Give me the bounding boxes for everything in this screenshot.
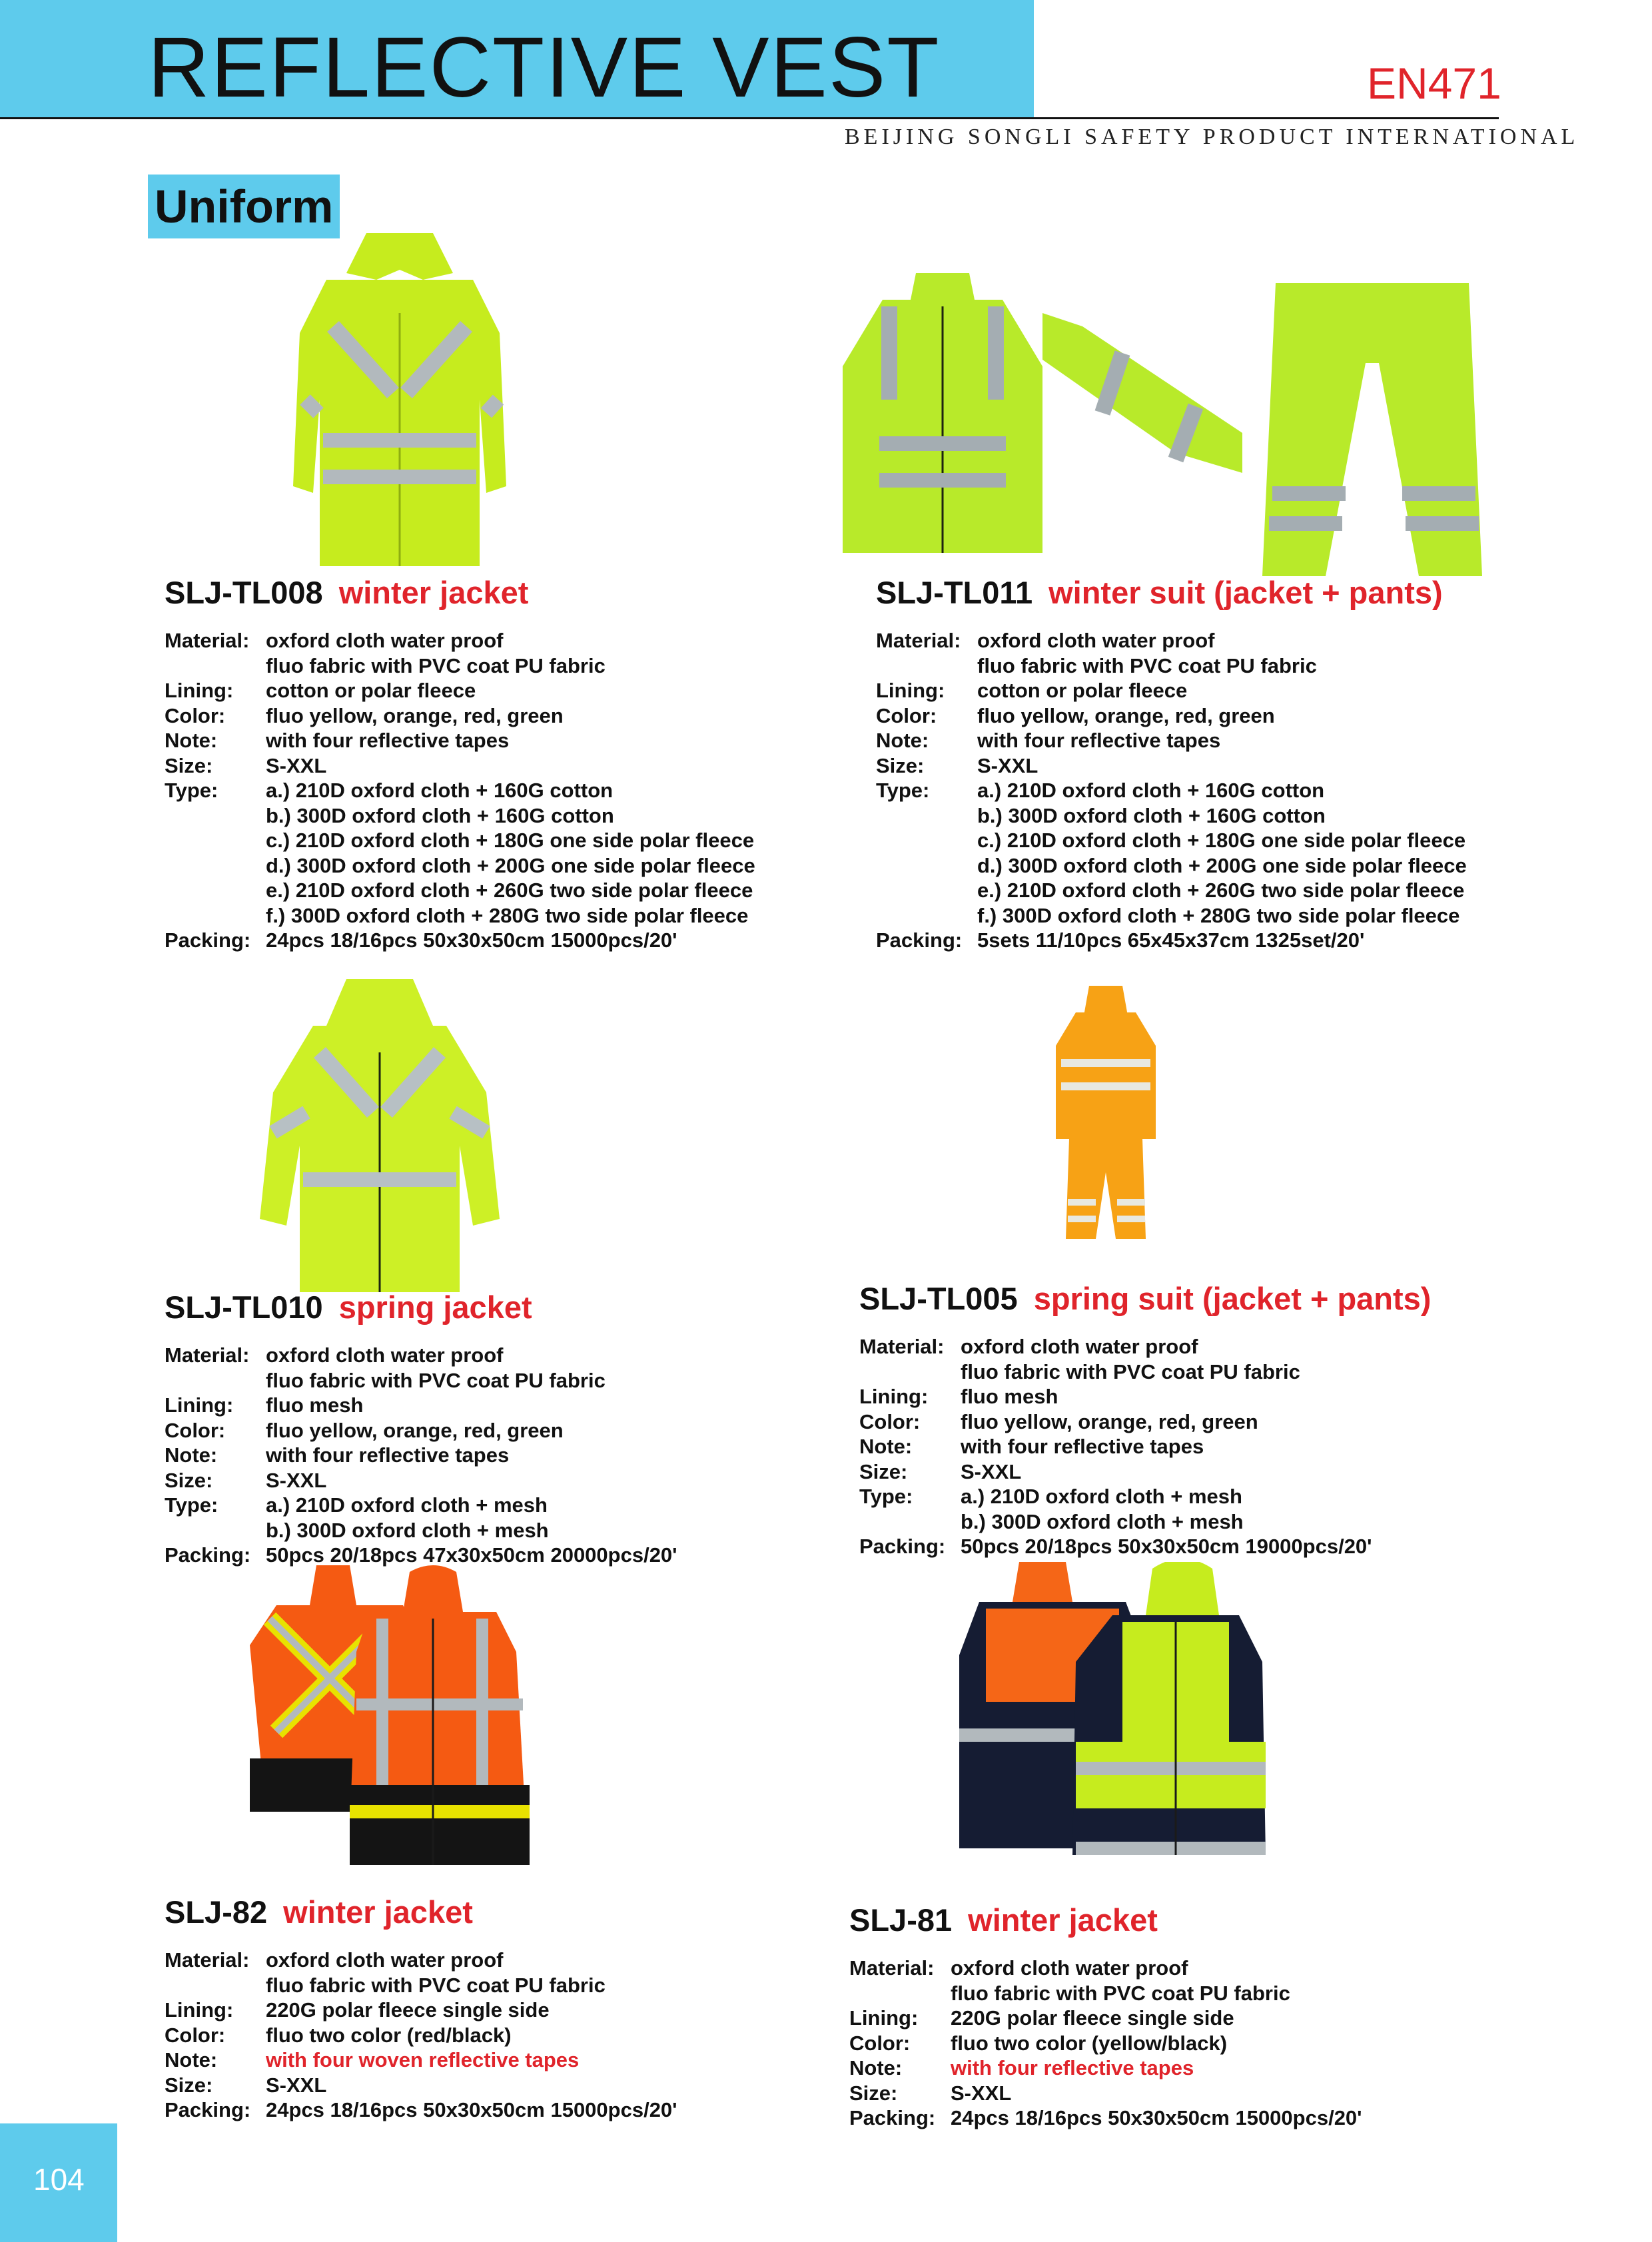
product-title <box>876 574 1467 611</box>
spec-label: Note: <box>165 2048 218 2071</box>
spec-packing: 5sets 11/10pcs 65x45x37cm 1325set/20' <box>977 929 1365 952</box>
spec-type: a.) 210D oxford cloth + mesh <box>961 1485 1242 1508</box>
product-photo-slj-tl005 <box>1056 986 1156 1239</box>
product-name: winter jacket <box>338 575 529 610</box>
spec-material: fluo fabric with PVC coat PU fabric <box>951 1981 1290 2005</box>
product-card <box>165 1289 677 1568</box>
spec-material: oxford cloth water proof <box>951 1956 1188 1980</box>
product-name: winter jacket <box>283 1894 473 1930</box>
spec-lining: 220G polar fleece single side <box>951 2006 1234 2030</box>
spec-type: c.) 210D oxford cloth + 180G one side polar fleece <box>266 829 755 852</box>
product-code: SLJ-81 <box>849 1902 953 1938</box>
spec-label: Size: <box>849 2081 898 2105</box>
product-photo-slj-tl010 <box>260 979 500 1292</box>
spec-label: Material: <box>165 1343 250 1367</box>
header-rule <box>0 117 1499 119</box>
spec-label: Packing: <box>165 929 251 952</box>
spec-size: S-XXL <box>961 1459 1022 1483</box>
spec-type: b.) 300D oxford cloth + 160G cotton <box>977 803 1326 827</box>
spec-packing: 24pcs 18/16pcs 50x30x50cm 15000pcs/20' <box>266 2098 677 2121</box>
spec-material: oxford cloth water proof <box>266 1343 504 1367</box>
spec-material: fluo fabric with PVC coat PU fabric <box>961 1359 1300 1383</box>
spec-label: Note: <box>849 2056 903 2079</box>
spec-note: with four reflective tapes <box>266 1443 510 1467</box>
spec-type: b.) 300D oxford cloth + 160G cotton <box>266 803 614 827</box>
product-code: SLJ-TL008 <box>165 575 323 610</box>
product-name: winter jacket <box>968 1902 1158 1938</box>
spec-type: a.) 210D oxford cloth + 160G cotton <box>977 779 1325 802</box>
product-specs <box>876 628 1467 953</box>
product-card <box>165 574 755 953</box>
spec-label: Color: <box>849 2031 911 2055</box>
spec-color: fluo yellow, orange, red, green <box>266 703 564 727</box>
product-code: SLJ-82 <box>165 1894 268 1930</box>
spec-label: Lining: <box>859 1385 929 1408</box>
product-specs <box>165 628 755 953</box>
spec-packing: 24pcs 18/16pcs 50x30x50cm 15000pcs/20' <box>266 929 677 952</box>
product-name: spring suit (jacket + pants) <box>1033 1281 1432 1316</box>
product-photo-slj-tl011-sleeves <box>1042 300 1256 473</box>
spec-size: S-XXL <box>977 753 1038 777</box>
spec-label: Lining: <box>165 679 234 702</box>
spec-color: fluo yellow, orange, red, green <box>977 703 1275 727</box>
company-name: BEIJING SONGLI SAFETY PRODUCT INTERNATIONAL <box>845 125 1579 149</box>
product-photo-slj-tl008 <box>286 233 513 566</box>
product-title <box>165 1289 677 1325</box>
product-specs <box>849 1956 1362 2131</box>
spec-color: fluo two color (yellow/black) <box>951 2031 1228 2055</box>
spec-label: Material: <box>876 629 961 652</box>
product-photo-slj-tl011 <box>843 273 1042 553</box>
spec-color: fluo yellow, orange, red, green <box>961 1409 1258 1433</box>
product-title <box>165 574 755 611</box>
spec-lining: 220G polar fleece single side <box>266 1998 550 2022</box>
product-name: spring jacket <box>338 1290 532 1325</box>
spec-material: fluo fabric with PVC coat PU fabric <box>266 1368 606 1392</box>
spec-packing: 50pcs 20/18pcs 47x30x50cm 20000pcs/20' <box>266 1543 677 1567</box>
spec-label: Note: <box>165 729 218 752</box>
spec-size: S-XXL <box>951 2081 1012 2105</box>
spec-label: Material: <box>859 1335 945 1358</box>
spec-type: b.) 300D oxford cloth + mesh <box>266 1518 549 1542</box>
spec-label: Lining: <box>876 679 945 702</box>
spec-label: Color: <box>859 1409 921 1433</box>
spec-size: S-XXL <box>266 1468 327 1492</box>
spec-label: Packing: <box>876 929 963 952</box>
product-title <box>859 1280 1431 1317</box>
spec-label: Color: <box>165 2023 226 2047</box>
product-photo-slj-81 <box>959 1562 1266 1868</box>
product-card <box>876 574 1467 953</box>
spec-label: Size: <box>165 1468 213 1492</box>
product-photo-slj-82 <box>250 1565 536 1865</box>
spec-note: with four reflective tapes <box>977 729 1221 752</box>
spec-size: S-XXL <box>266 2073 327 2097</box>
spec-label: Material: <box>849 1956 935 1980</box>
spec-label: Size: <box>165 2073 213 2097</box>
spec-label: Type: <box>859 1485 913 1508</box>
spec-type: d.) 300D oxford cloth + 200G one side polar fleece <box>266 853 755 877</box>
spec-note: with four reflective tapes <box>961 1435 1204 1458</box>
section-heading: Uniform <box>148 175 340 238</box>
product-specs <box>165 1948 677 2123</box>
product-code: SLJ-TL005 <box>859 1281 1018 1316</box>
spec-label: Color: <box>165 1418 226 1442</box>
product-specs <box>859 1334 1431 1559</box>
spec-material: oxford cloth water proof <box>961 1335 1198 1358</box>
spec-note: with four reflective tapes <box>951 2056 1194 2079</box>
spec-lining: cotton or polar fleece <box>977 679 1188 702</box>
spec-label: Lining: <box>165 1393 234 1417</box>
spec-lining: fluo mesh <box>961 1385 1058 1408</box>
product-card <box>859 1280 1431 1559</box>
spec-type: e.) 210D oxford cloth + 260G two side polar fleece <box>266 879 753 902</box>
spec-label: Note: <box>165 1443 218 1467</box>
spec-note: with four woven reflective tapes <box>266 2048 580 2071</box>
spec-label: Size: <box>876 753 925 777</box>
spec-color: fluo two color (red/black) <box>266 2023 512 2047</box>
product-title <box>849 1902 1362 1938</box>
standard-code: EN471 <box>1367 59 1501 108</box>
product-code: SLJ-TL011 <box>876 575 1033 610</box>
spec-material: oxford cloth water proof <box>266 629 504 652</box>
spec-material: fluo fabric with PVC coat PU fabric <box>266 1973 606 1997</box>
spec-label: Type: <box>876 779 930 802</box>
spec-label: Lining: <box>165 1998 234 2022</box>
spec-note: with four reflective tapes <box>266 729 510 752</box>
spec-label: Packing: <box>165 2098 251 2121</box>
spec-material: fluo fabric with PVC coat PU fabric <box>977 653 1317 677</box>
spec-type: a.) 210D oxford cloth + mesh <box>266 1493 548 1517</box>
spec-material: fluo fabric with PVC coat PU fabric <box>266 653 606 677</box>
spec-type: f.) 300D oxford cloth + 280G two side polar fleece <box>266 903 749 927</box>
product-photo-slj-tl011-pants <box>1262 283 1482 576</box>
product-name: winter suit (jacket + pants) <box>1048 575 1443 610</box>
page-title: REFLECTIVE VEST <box>148 20 941 115</box>
spec-type: a.) 210D oxford cloth + 160G cotton <box>266 779 614 802</box>
spec-type: b.) 300D oxford cloth + mesh <box>961 1509 1244 1533</box>
spec-type: e.) 210D oxford cloth + 260G two side polar fleece <box>977 879 1465 902</box>
product-code: SLJ-TL010 <box>165 1290 323 1325</box>
spec-label: Material: <box>165 1948 250 1972</box>
product-specs <box>165 1343 677 1568</box>
spec-packing: 24pcs 18/16pcs 50x30x50cm 15000pcs/20' <box>951 2106 1362 2129</box>
spec-label: Packing: <box>165 1543 251 1567</box>
spec-type: c.) 210D oxford cloth + 180G one side polar fleece <box>977 829 1466 852</box>
spec-lining: fluo mesh <box>266 1393 364 1417</box>
spec-type: d.) 300D oxford cloth + 200G one side polar fleece <box>977 853 1467 877</box>
spec-label: Color: <box>876 703 937 727</box>
spec-label: Lining: <box>849 2006 919 2030</box>
spec-label: Type: <box>165 779 218 802</box>
spec-label: Packing: <box>859 1535 946 1558</box>
spec-material: oxford cloth water proof <box>977 629 1215 652</box>
spec-label: Color: <box>165 703 226 727</box>
spec-label: Packing: <box>849 2106 936 2129</box>
spec-label: Note: <box>859 1435 913 1458</box>
spec-label: Size: <box>859 1459 908 1483</box>
product-title <box>165 1894 677 1930</box>
page-number: 104 <box>33 2162 85 2197</box>
spec-lining: cotton or polar fleece <box>266 679 476 702</box>
spec-material: oxford cloth water proof <box>266 1948 504 1972</box>
spec-label: Material: <box>165 629 250 652</box>
spec-label: Note: <box>876 729 929 752</box>
spec-size: S-XXL <box>266 753 327 777</box>
spec-packing: 50pcs 20/18pcs 50x30x50cm 19000pcs/20' <box>961 1535 1372 1558</box>
spec-type: f.) 300D oxford cloth + 280G two side polar fleece <box>977 903 1460 927</box>
product-card <box>165 1894 677 2123</box>
spec-color: fluo yellow, orange, red, green <box>266 1418 564 1442</box>
spec-label: Type: <box>165 1493 218 1517</box>
spec-label: Size: <box>165 753 213 777</box>
product-card <box>849 1902 1362 2131</box>
